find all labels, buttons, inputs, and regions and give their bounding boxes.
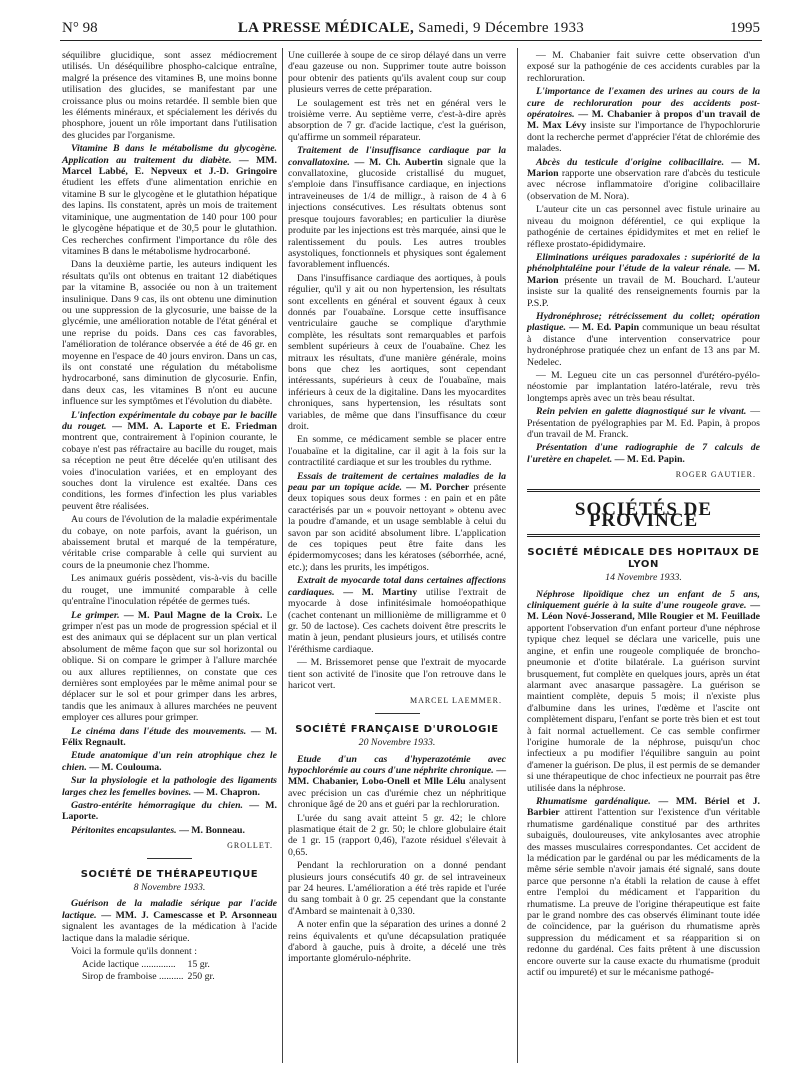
article (62, 898, 277, 944)
paragraph: L'auteur cite un cas personnel avec fistule urinaire au niveau du moignon déférentiel, ce qui explique la pathogénie de certaines épididymites et met en relief le réflexe prostato-épididymaire. (527, 204, 760, 250)
paragraph: Les animaux guéris possèdent, vis-à-vis du bacille du rouget, une immunité comparable à celle qu'entraîne l'inoculation répétée de germes tués. (62, 573, 277, 608)
article-authors: — M. Ch. Aubertin (354, 156, 443, 168)
article-text: étudient les effets d'une alimentation enrichie en vitamine B sur le glycogène et le glutathion hépatique des lapins. Ils constatent, après un mois de traitement vitaminique, une augmentation de 140 pour 100 pour le glycogène hépatique et de 30,5 pour le glutathion. Ces recherches confirment l'importance du rôle des vitamines B dans le métabolisme hydrocarboné. (62, 177, 277, 257)
article-authors: — M. Paul Magne de la Croix. (123, 609, 263, 621)
article-authors: — M. Félix Regnault. (62, 725, 278, 748)
article-title: Etude anatomique d'un rein atrophique chez le chien. (62, 750, 277, 773)
article-authors: — M. Marion (527, 156, 760, 180)
article-text: insiste sur l'importance de l'hypochlorurie dont la recherche permet d'apprécier l'état de chlorémie des malades. (527, 120, 760, 155)
paragraph: — M. Chabanier fait suivre cette observation d'un exposé sur la pathogénie de ces accidents curables par la rechloruration. (527, 50, 760, 84)
article-text: Le grimper n'est pas un mode de progression spécial et il est des animaux qui se déplacent sur un plan vertical absolument de même façon que sur sol horizontal ou oblique. Si on compare le grimper à l'allure marchée ou aux allures reptiliennes, on constate que ces dernières sont employées par le même animal pour se déplacer sur le sol et pour grimper dans les arbres, tandis que les animaux à allures marchées ne peuvent employer ces allures pour grimper. (62, 609, 278, 724)
journal-name: LA PRESSE MÉDICALE, (237, 20, 415, 36)
article (62, 750, 277, 773)
issue-date: Samedi, 9 Décembre 1933 (418, 20, 585, 36)
article (527, 252, 760, 309)
signature: GROLLET. (227, 841, 273, 851)
article-authors: — MM. J. Camescasse et P. Arsonneau (101, 909, 277, 921)
paragraph: L'urée du sang avait atteint 5 gr. 42; le chlore plasmatique était de 2 gr. 50; le chlore globulaire était de 1 gr. 15 (rapport 0,46), l'azote résiduel s'élevait à 0,65. (288, 812, 506, 858)
article-authors: — MM. A. Laporte et E. Friedman (112, 421, 278, 432)
article-authors: — M. Marion (527, 263, 760, 286)
article (527, 86, 760, 154)
article (288, 754, 506, 811)
article-text: utilise l'extrait de myocarde à dose infinitésimale homoéopathique (cachet contenant un millionième de milligramme et 0 gr. 50 de lactose). Ces cachets doivent être prescrits le matin à jeun, pendant plusieurs jours, et utilisés contre l'éréthisme cardiaque. (288, 586, 507, 655)
article (527, 157, 760, 203)
article (527, 406, 760, 440)
society-heading: SOCIÉTÉ DE THÉRAPEUTIQUE (80, 868, 259, 880)
paragraph: Au cours de l'évolution de la maladie expérimentale du cobaye, on note parfois, avant la guérison, un abaissement brutal et marqué de la température, véritable crise comparable à celle qui survient au cours de la pneumonie chez l'homme. (62, 514, 277, 571)
article-authors: — M. Chapron. (193, 786, 260, 798)
article-text: signalent les avantages de la médication à l'acide lactique dans la maladie sérique. (62, 921, 277, 944)
paragraph: Dans l'insuffisance cardiaque des aortiques, à pouls régulier, qu'il y ait ou non hypertension, les résultats sont excellents en général et souvent égaux à ceux donnés par l'ouabaïne. Lorsque cette insuffisance ventriculaire gauche se complique d'arythmie complète, les résultats sont remarquables et parfois semblent supérieurs à ceux de l'ouabaïne. Chez les mitraux les résultats, d'une manière générale, moins bons que chez les aortiques, sont cependant intéressants, supérieurs à ceux de l'ouabaïne, mais inférieurs à ceux de la digitaline. Dans les myocardites chroniques, sans hypertension, les résultats sont variables, de même que dans l'insuffisance du cœur droit. (288, 272, 506, 432)
column-2 (288, 50, 506, 967)
article-authors: — M. Martiny (343, 586, 418, 598)
article-text: communique un beau résultat à distance d'une intervention conservatrice pour hydronéphrose pratiquée chez un enfant de 13 ans par M. Nedelec. (527, 322, 760, 368)
column-divider (517, 48, 518, 1063)
header-rule (60, 40, 762, 41)
article-authors: — Présentation de pyélographies par M. Ed. Papin, à propos d'un travail de M. Franck. (527, 406, 760, 440)
article-authors: — M. Chabanier à propos d'un travail de M. Max Lévy (527, 109, 760, 132)
article-authors: — MM. Marcel Labbé, E. Nepveux et J.-D. Gringoire (62, 154, 277, 178)
article-title: Essais de traitement de certaines maladies de la peau par un topique acide. (288, 470, 506, 494)
paragraph: — M. Legueu cite un cas personnel d'urétéro-pyélo-néostomie par implantation latéro-latérale, revu très longtemps après avec un très beau résultat. (527, 369, 760, 404)
paragraph: Dans la deuxième partie, les auteurs indiquent les résultats qu'ils ont obtenus en traitant 12 diabétiques par la vitamine B, associée ou non à un traitement insulinique. Dans 9 cas, ils ont obtenu une diminution ou une suppression de la glycosurie, une baisse de la glycémie, une amélioration notable de l'état général et une reprise du poids. Dans ces cas favorables, l'amélioration de tolérance observée a été de 46 gr. en moyenne en l'espace de 40 jours environ. Dans un cas, ils ont constaté une régulation du métabolisme hydrocarboné, sans diminution de glycosurie. Enfin, dans deux cas, les vitamines B n'ont eu aucune influence sur les symptômes et l'évolution du diabète. (62, 259, 277, 408)
page-header (62, 20, 760, 40)
article-authors: — M. Porcher (406, 482, 470, 494)
article (288, 575, 506, 655)
section-rule (527, 489, 760, 492)
article-title: Etude d'un cas d'hyperazotémie avec hypochlorémie au cours d'une néphrite chronique. (288, 753, 506, 776)
article-title: L'importance de l'examen des urines au cours de la cure de rechloruration pour des accidents post-opératoires. (527, 86, 760, 121)
section-rule (147, 858, 192, 859)
article-title: Guérison de la maladie sérique par l'acide lactique. (62, 898, 277, 921)
article (62, 410, 277, 513)
running-title (62, 20, 760, 37)
paragraph: Voici la formule qu'ils donnent : (71, 946, 197, 958)
page-number: 1995 (730, 20, 760, 36)
article-title: Abcès du testicule d'origine colibacillaire. (536, 156, 725, 168)
article (288, 471, 506, 574)
recipe-row (80, 971, 217, 982)
article-text: signale que la convallatoxine, glucoside cristallisé du muguet, s'emploie dans l'insuffisance cardiaque, en injections intraveineuses de 1/4 de milligr., à raison de 4 à 6 injections consécutives. Les résultats obtenus sont presque toujours favorables; en particulier la diurèse produite par les injections est très marquée, ainsi que le ralentissement du pouls. Les autres troubles asystoliques, fonctionnels et physiques sont également favorablement influencés. (288, 156, 506, 271)
article-text: analysent avec précision un cas d'urémie chez un néphritique chronique âgé de 20 ans et guéri par la rechloruration. (288, 776, 507, 811)
paragraph: Une cuillerée à soupe de ce sirop délayé dans un verre d'eau gazeuse ou non. Supprimer toute autre boisson pour obtenir des patients qu'ils avalent coup sur coup plusieurs verres de cette préparation. (288, 50, 506, 96)
article-title: Présentation d'une radiographie de 7 calculs de l'uretère en chapelet. (527, 442, 760, 465)
article-text: apportent l'observation d'un enfant porteur d'une néphrose typique chez lequel se déclara une varicelle, puis une angine, et enfin une rougeole compliquée de broncho-pneumonie et d'otite bilatérale. La guérison survint brusquement, fut complète en quelques jours, après un état alarmant avec anasarque passagère. La guérison se maintient complète, depuis 5 mois; il n'existe plus d'albumine dans les urines, l'œdème et l'ascite ont complètement disparu, l'enfant se porte très bien et est tout à fait normal actuellement. Ce cas semble confirmer l'origine humorale de la néphrose, puisqu'un choc infectieux a pu modifier l'équilibre sanguin au point d'amener la guérison. De plus, il est permis de se demander si une thérapeutique de choc infectieux ne pourrait pas être utilisée dans la néphrose. (527, 622, 760, 794)
article-title: Le grimper. (71, 609, 120, 621)
article-authors: — MM. Chabanier, Lobo-Onell et Mlle Lélu (288, 764, 506, 788)
session-date: 20 Novembre 1933. (358, 737, 436, 749)
article-title: Extrait de myocarde total dans certaines affections cardiaques. (288, 575, 506, 598)
article (62, 143, 277, 257)
article (527, 796, 760, 979)
article-title: Hydronéphrose; rétrécissement du collet; opération plastique. (527, 310, 760, 334)
article-text: présente deux topiques sous deux formes : en pain et en pâte caractérisés par un « pouvoir nettoyant » obtenu avec la poudre d'amande, et un usage semblable à celui du savon par son acidité absolument libre. L'application de ces topiques peut être faite dans les épidermomycoses; dans les kératoses (séborrhée, acné, etc.); dans les prurits, les impétigos. (288, 482, 506, 573)
paragraph: — M. Brissemoret pense que l'extrait de myocarde tient son activité de l'inosite que l'on retrouve dans le haricot vert. (288, 657, 506, 691)
article-title: Gastro-entérite hémorragique du chien. (71, 800, 243, 811)
paragraph: Le soulagement est très net en général vers le troisième verre. Au septième verre, c'est-à-dire après absorption de 7 gr. d'acide lactique, c'est la guérison, qu'affirme un sommeil réparateur. (288, 97, 506, 143)
paragraph: Pendant la rechloruration on a donné pendant plusieurs jours consécutifs 40 gr. de sel intraveineux par 24 heures. L'amélioration a été très rapide et l'urée du sang tombait à 0 gr. 25 cependant que la constante d'Ambard se maintenait à 0,330. (288, 860, 506, 917)
section-heading: SOCIÉTÉS DE PROVINCE (574, 498, 713, 532)
article (62, 800, 277, 823)
quantity: 250 gr. (187, 970, 215, 982)
issue-number: N° 98 (62, 20, 98, 36)
article-authors: — MM. Bériel et J. Barbier (527, 795, 760, 819)
article-text: rapporte une observation rare d'abcès du testicule avec nécrose inflammatoire d'origine colibacillaire (observation de M. Nora). (527, 168, 760, 202)
session-date: 8 Novembre 1933. (133, 882, 206, 894)
column-divider (282, 48, 283, 1063)
article-text: montrent que, contrairement à l'opinion courante, le cobaye n'est pas réfractaire au bacille du rouget, mais sa réception ne peut être décelée qu'en utilisant des voies d'inoculation variées, et en employant des souches dont la virulence est exaltée. Dans ces conditions, les formes d'infection les plus variables peuvent être réalisées. (62, 432, 277, 512)
article-authors: — M. Ed. Papin. (614, 453, 685, 465)
article (527, 589, 760, 794)
article-title: Néphrose lipoïdique chez un enfant de 5 ans, cliniquement guérie à la suite d'une rougeole grave. (527, 588, 760, 612)
article (527, 311, 760, 368)
column-3 (527, 50, 760, 980)
article (62, 825, 277, 836)
article-authors: — M. Coulouma. (89, 761, 162, 773)
column-1 (62, 50, 277, 982)
article-authors: — M. Laporte. (62, 800, 277, 823)
article (62, 775, 277, 798)
article-title: Eliminations uréiques paradoxales : supériorité de la phénolphtaléine pour l'étude de la valeur rénale. (527, 251, 760, 275)
section-rule (527, 534, 760, 537)
ingredient: Sirop de framboise .......... (82, 970, 184, 982)
article-authors: — M. Bonneau. (179, 824, 245, 836)
society-heading: SOCIÉTÉ MÉDICALE DES HOPITAUX DE LYON (527, 547, 760, 570)
society-heading: SOCIÉTÉ FRANÇAISE D'UROLOGIE (295, 723, 499, 735)
ingredient: Acide lactique .............. (82, 959, 176, 971)
article (527, 442, 760, 465)
paragraph: séquilibre glucidique, sont assez médiocrement utilisés. Un déséquilibre phospho-calcique entraîne, malgré la présence des vitamines B, une moins bonne utilisation des glucides, se manifestant par une croissance plus ou moins retardée. Il semble bien que les éléments minéraux, et spécialement les dérivés du phosphore, jouent un rôle important dans l'utilisation des glucides par l'organisme. (62, 50, 277, 141)
quantity: 15 gr. (187, 959, 210, 971)
article-title: Péritonites encapsulantes. (71, 824, 177, 836)
paragraph: A noter enfin que la séparation des urines a donné 2 reins équivalents et qu'une décapsulation pratiquée d'abord à gauche, puis à droite, a décelé une très importante glomérulo-néphrite. (288, 919, 506, 965)
session-date: 14 Novembre 1933. (605, 572, 682, 584)
signature: ROGER GAUTIER. (675, 470, 756, 480)
recipe-row (80, 959, 217, 970)
article-title: L'infection expérimentale du cobaye par le bacille du rouget. (62, 409, 277, 432)
article (62, 610, 277, 724)
article-title: Vitamine B dans le métabolisme du glycogène. Application au traitement du diabète. (62, 143, 277, 166)
article-title: Sur la physiologie et la pathologie des ligaments larges chez les femelles bovines. (62, 775, 277, 798)
article-title: Traitement de l'insuffisance cardiaque par la convallatoxine. (288, 145, 506, 168)
paragraph: En somme, ce médicament semble se placer entre l'ouabaïne et la digitaline, car il agit à la fois sur la contractilité cardiaque et sur les troubles du rythme. (288, 434, 506, 469)
article-authors: — M. Ed. Papin (569, 322, 640, 334)
article-title: Rein pelvien en galette diagnostiqué sur le vivant. (536, 406, 747, 418)
recipe-table (80, 959, 217, 982)
article (62, 726, 277, 749)
section-rule (375, 713, 420, 714)
article-text: attirent l'attention sur l'existence d'un véritable rhumatisme gardénalique constitué par des arthrites subaiguës, douloureuses, vite ankylosantes avec atrophie des masses musculaires correspondantes. Cet accident de la médication par le gardénal ou par les médicaments de la même série semble n'avoir jamais été signalé, sans doute parce que personne n'a établi la relation de cause à effet entre l'emploi du médicament et l'apparition du rhumatisme. La preuve de l'origine thérapeutique est faite par le grand nombre des cas observés éliminant toute idée de coïncidence, par la guérison du rhumatisme après suppression du médicament et sa réapparition si on redonne du gardénal. Ces faits prêtent à une discussion encore ouverte sur la cause exacte du rhumatisme (produit actif ou impureté) et sur le mécanisme pathogé- (527, 807, 760, 979)
article-title: Rhumatisme gardénalique. (536, 795, 651, 807)
article-authors: — M. Léon Nové-Josserand, Mlle Rougier et M. Feuillade (527, 600, 760, 623)
article (288, 145, 506, 270)
article-text: présente un travail de M. Bouchard. L'auteur insiste sur la qualité des renseignements fournis par la P.S.P. (527, 274, 761, 309)
article-title: Le cinéma dans l'étude des mouvements. (71, 725, 247, 737)
signature: MARCEL LAEMMER. (409, 696, 502, 706)
